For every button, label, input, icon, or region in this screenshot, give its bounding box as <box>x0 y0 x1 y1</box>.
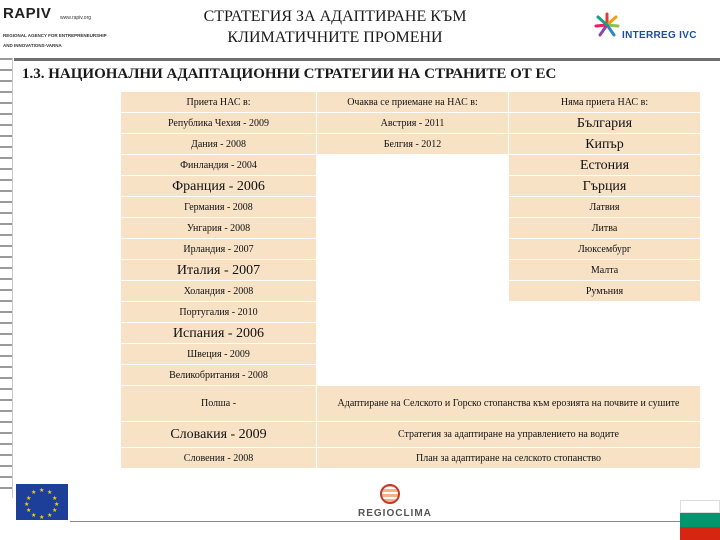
table-cell-empty <box>317 155 509 176</box>
table-cell: Дания - 2008 <box>121 134 317 155</box>
left-dashed-rail <box>0 58 13 498</box>
table-cell: Полша - <box>121 386 317 422</box>
page-title <box>120 6 550 48</box>
regioclima-logo <box>358 484 432 522</box>
table-cell: Кипър <box>509 134 701 155</box>
table-row <box>121 155 701 176</box>
table-cell-empty <box>317 239 509 260</box>
table-row <box>121 218 701 239</box>
table-cell: Унгария - 2008 <box>121 218 317 239</box>
globe-icon <box>380 484 400 504</box>
table-row <box>121 344 701 365</box>
table-cell-wide: Стратегия за адаптиране на управлението на водите <box>317 422 701 448</box>
table-row <box>121 365 701 386</box>
table-cell: Испания - 2006 <box>121 323 317 344</box>
table-cell-wide: План за адаптиране на селското стопанство <box>317 448 701 469</box>
table-cell: Холандия - 2008 <box>121 281 317 302</box>
page-title-line-2: КЛИМАТИЧНИТЕ ПРОМЕНИ <box>227 29 443 46</box>
table-cell: Люксембург <box>509 239 701 260</box>
strategies-table <box>120 91 701 469</box>
table-cell: България <box>509 113 701 134</box>
table-cell: Германия - 2008 <box>121 197 317 218</box>
table-cell: Гърция <box>509 176 701 197</box>
table-cell: Естония <box>509 155 701 176</box>
table-row <box>121 260 701 281</box>
regioclima-logo-text: REGIOCLIMA <box>358 508 432 519</box>
interreg-logo <box>590 12 700 52</box>
flag-stripe-green <box>680 513 720 526</box>
table-cell-empty <box>317 365 701 386</box>
section-subtitle: 1.3. НАЦИОНАЛНИ АДАПТАЦИОННИ СТРАТЕГИИ НА СТРАНИТЕ ОТ ЕС <box>22 66 557 82</box>
table-row <box>121 134 701 155</box>
column-header: Очаква се приемане на НАС в: <box>317 92 509 113</box>
table-cell: Словения - 2008 <box>121 448 317 469</box>
header-separator <box>14 58 720 61</box>
rapiv-subtitle-1: REGIONAL AGENCY FOR ENTREPRENEURSHIP <box>3 33 107 38</box>
table-row <box>121 176 701 197</box>
table-cell: Република Чехия - 2009 <box>121 113 317 134</box>
rapiv-logo <box>0 0 115 58</box>
table-cell-empty <box>317 302 701 323</box>
table-cell-empty <box>317 197 509 218</box>
table-cell: Румъния <box>509 281 701 302</box>
table-cell-wide: Адаптиране на Селското и Горско стопанства към ерозията на почвите и сушите <box>317 386 701 422</box>
table-row <box>121 281 701 302</box>
bulgaria-flag-icon <box>680 500 720 540</box>
table-row <box>121 302 701 323</box>
table-cell: Финландия - 2004 <box>121 155 317 176</box>
rapiv-url: www.rapiv.org <box>60 15 92 21</box>
flag-stripe-red <box>680 527 720 540</box>
interreg-logo-text: INTERREG IVC <box>622 30 697 41</box>
table-cell: Словакия - 2009 <box>121 422 317 448</box>
table-cell: Белгия - 2012 <box>317 134 509 155</box>
table-cell: Австрия - 2011 <box>317 113 509 134</box>
table-cell-empty <box>317 344 701 365</box>
table-row <box>121 386 701 422</box>
column-header: Няма приета НАС в: <box>509 92 701 113</box>
eu-flag-icon: ★ ★ ★ ★ ★ ★ ★ ★ ★ ★ ★ ★ <box>16 484 68 520</box>
page-title-line-1: СТРАТЕГИЯ ЗА АДАПТИРАНЕ КЪМ <box>203 8 467 25</box>
table-cell: Литва <box>509 218 701 239</box>
table-cell-empty <box>317 260 509 281</box>
table-cell: Швеция - 2009 <box>121 344 317 365</box>
table-header-row <box>121 92 701 113</box>
table-cell: Великобритания - 2008 <box>121 365 317 386</box>
table-cell: Малта <box>509 260 701 281</box>
flag-stripe-white <box>680 500 720 513</box>
table-row <box>121 239 701 260</box>
table-cell: Латвия <box>509 197 701 218</box>
table-row <box>121 448 701 469</box>
table-cell: Ирландия - 2007 <box>121 239 317 260</box>
table-row <box>121 197 701 218</box>
table-cell-empty <box>317 218 509 239</box>
table-cell: Италия - 2007 <box>121 260 317 281</box>
column-header: Приета НАС в: <box>121 92 317 113</box>
table-cell: Португалия - 2010 <box>121 302 317 323</box>
interreg-star-icon <box>594 12 620 38</box>
rapiv-subtitle-2: AND INNOVATIONS-VARNA <box>3 43 62 48</box>
table-cell: Франция - 2006 <box>121 176 317 197</box>
rapiv-brand: RAPIV <box>3 5 52 22</box>
table-row <box>121 323 701 344</box>
table-cell-empty <box>317 281 509 302</box>
table-row <box>121 422 701 448</box>
table-cell-empty <box>317 176 509 197</box>
table-cell-empty <box>317 323 701 344</box>
table-row <box>121 113 701 134</box>
